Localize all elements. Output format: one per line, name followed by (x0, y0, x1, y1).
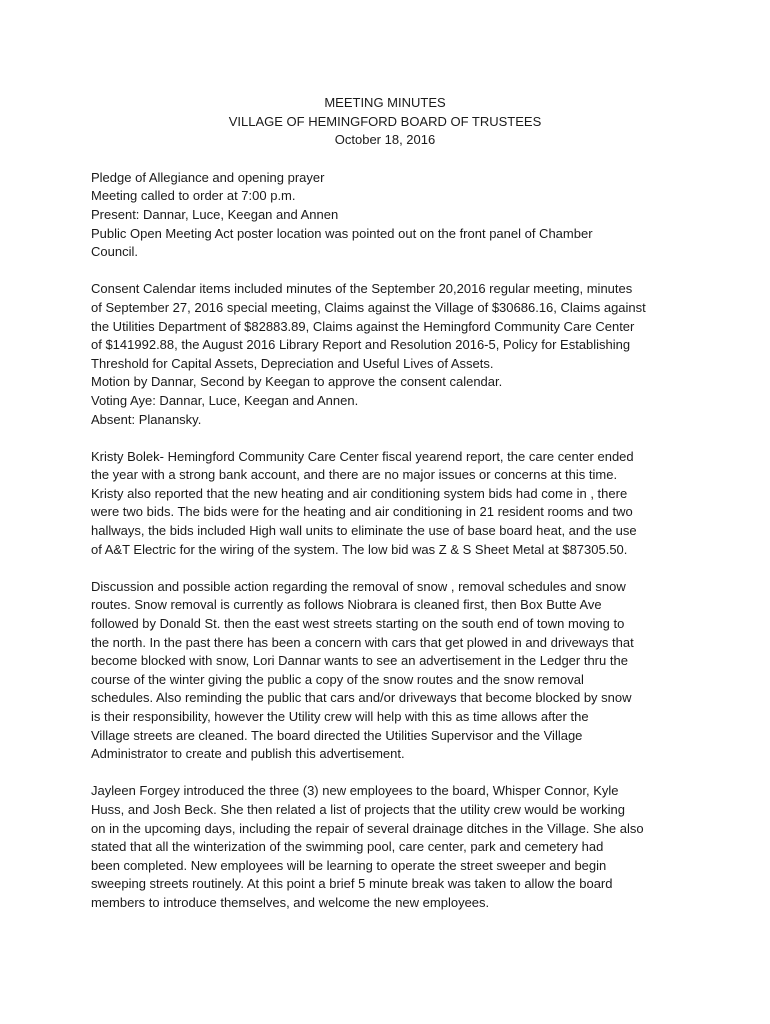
text-line: become blocked with snow, Lori Dannar wants to see an advertisement in the Ledger thru the (91, 653, 628, 669)
text-line: the year with a strong bank account, and there are no major issues or concerns at this time. (91, 467, 618, 483)
text-line: routes. Snow removal is currently as follows Niobrara is cleaned first, then Box Butte Ave (91, 597, 602, 613)
text-line: the Utilities Department of $82883.89, Claims against the Hemingford Community Care Center (91, 318, 635, 334)
text-line: Village streets are cleaned. The board directed the Utilities Supervisor and the Village (91, 727, 583, 743)
text-line: Kristy Bolek- Hemingford Community Care Center fiscal yearend report, the care center ended (91, 448, 634, 464)
text-line: Consent Calendar items included minutes of the September 20,2016 regular meeting, minutes (91, 281, 633, 297)
text-line: Discussion and possible action regarding the removal of snow , removal schedules and snow (91, 578, 626, 594)
text-line: been completed. New employees will be learning to operate the street sweeper and begin (91, 857, 607, 873)
text-line: the north. In the past there has been a concern with cars that get plowed in and driveways that (91, 634, 634, 650)
paragraph-consent-calendar (91, 280, 683, 429)
text-line: Administrator to create and publish this advertisement. (91, 746, 405, 762)
text-line: were two bids. The bids were for the heating and air conditioning in 21 resident rooms and two (91, 504, 633, 520)
header-date: October 18, 2016 (334, 132, 436, 148)
text-line: Voting Aye: Dannar, Luce, Keegan and Annen. (91, 392, 359, 408)
text-line: Motion by Dannar, Second by Keegan to approve the consent calendar. (91, 374, 503, 390)
text-line: Council. (91, 244, 138, 260)
paragraph-care-center-report (91, 448, 683, 560)
text-line: members to introduce themselves, and welcome the new employees. (91, 894, 490, 910)
text-line: course of the winter giving the public a copy of the snow routes and the snow removal (91, 671, 584, 687)
text-line: of September 27, 2016 special meeting, Claims against the Village of $30686.16, Claims against (91, 299, 646, 315)
paragraph-snow-removal (91, 578, 683, 764)
text-line: stated that all the winterization of the swimming pool, care center, park and cemetery had (91, 839, 604, 855)
text-line: Public Open Meeting Act poster location was pointed out on the front panel of Chamber (91, 225, 593, 241)
text-line: Pledge of Allegiance and opening prayer (91, 169, 325, 185)
text-line: Meeting called to order at 7:00 p.m. (91, 188, 296, 204)
text-line: followed by Donald St. then the east west streets starting on the south end of town moving to (91, 616, 625, 632)
text-line: on in the upcoming days, including the repair of several drainage ditches in the Village. She also (91, 820, 644, 836)
text-line: is their responsibility, however the Utility crew will help with this as time allows after the (91, 709, 589, 724)
text-line: of $141992.88, the August 2016 Library Report and Resolution 2016-5, Policy for Establishing (91, 337, 631, 353)
text-line: Absent: Planansky. (91, 411, 202, 427)
header-title: MEETING MINUTES (324, 95, 446, 110)
document-header (91, 94, 679, 150)
text-line: Jayleen Forgey introduced the three (3) new employees to the board, Whisper Connor, Kyle (91, 783, 619, 799)
header-organization: VILLAGE OF HEMINGFORD BOARD OF TRUSTEES (228, 113, 542, 129)
text-line: schedules. Also reminding the public that cars and/or driveways that become blocked by snow (91, 690, 632, 706)
paragraph-new-employees (91, 782, 683, 912)
text-line: Huss, and Josh Beck. She then related a list of projects that the utility crew would be working (91, 801, 625, 817)
text-line: of A&T Electric for the wiring of the system. The low bid was Z & S Sheet Metal at $87305.50. (91, 541, 628, 557)
text-line: Present: Dannar, Luce, Keegan and Annen (91, 206, 339, 222)
paragraph-opening (91, 169, 683, 262)
text-line: Threshold for Capital Assets, Depreciation and Useful Lives of Assets. (91, 355, 494, 371)
text-line: hallways, the bids included High wall units to eliminate the use of base board heat, and the use (91, 523, 637, 539)
text-line: Kristy also reported that the new heating and air conditioning system bids had come in , there (91, 485, 628, 501)
text-line: sweeping streets routinely. At this point a brief 5 minute break was taken to allow the board (91, 876, 613, 892)
